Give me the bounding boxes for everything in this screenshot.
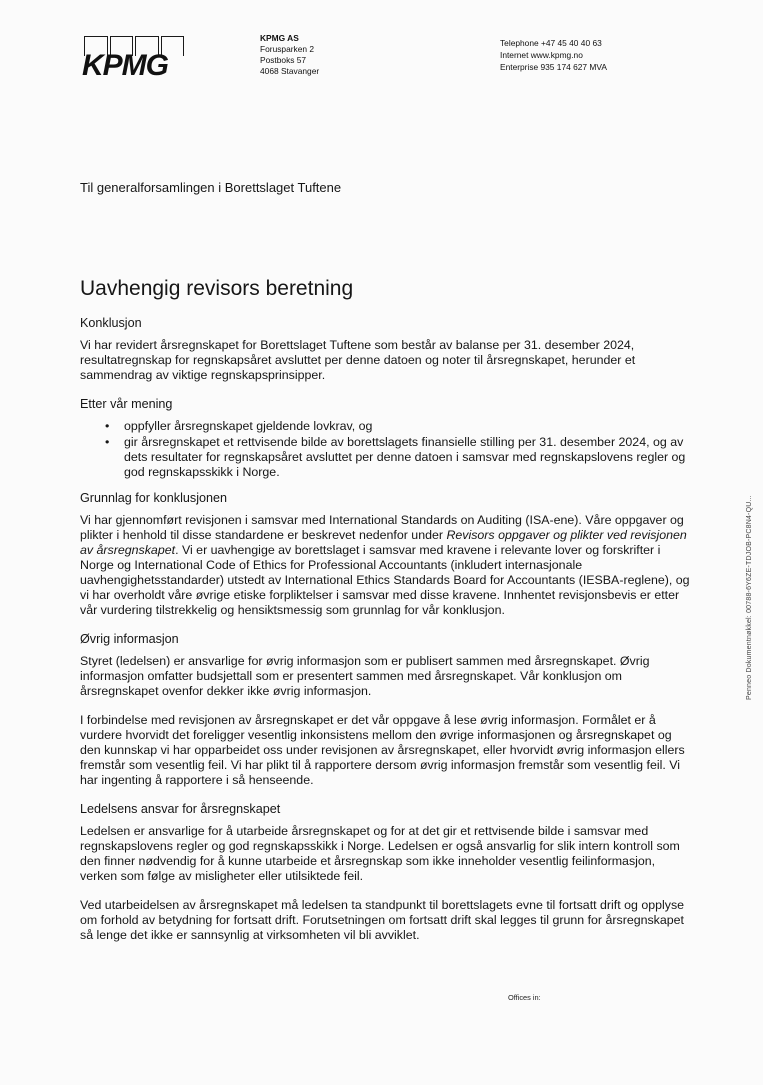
logo-wordmark: KPMG bbox=[82, 49, 168, 82]
report-body bbox=[80, 316, 692, 957]
kpmg-logo bbox=[80, 36, 186, 80]
section-heading-ledelsen: Ledelsens ansvar for årsregnskapet bbox=[80, 802, 281, 816]
address-line: 4068 Stavanger bbox=[260, 66, 320, 76]
opinion-heading: Etter vår mening bbox=[80, 397, 173, 411]
company-contact bbox=[500, 37, 607, 73]
section-heading-grunnlag: Grunnlag for konklusjonen bbox=[80, 491, 228, 505]
list-item: • gir årsregnskapet et rettvisende bilde av borettslagets finansielle stilling per 31. desember 2024, og av dets resultater for regnskapsåret avsluttet per denne datoen i samsvar med regnskapslovens regler og god regnskapsskikk i Norge. bbox=[105, 435, 686, 479]
paragraph: Vi har revidert årsregnskapet for Borettslaget Tuftene som består av balanse per 31. desember 2024, resultatregnskap for regnskapsåret avsluttet per denne datoen og noter til årsregnskapet, herunder et sammendrag av viktige regnskapsprinsipper. bbox=[80, 338, 636, 382]
section-heading-ovrig: Øvrig informasjon bbox=[80, 632, 179, 646]
opinion-list bbox=[80, 419, 692, 480]
paragraph: Ved utarbeidelsen av årsregnskapet må ledelsen ta standpunkt til borettslagets evne til fortsatt drift og opplyse om forhold av betydning for fortsatt drift. Forutsetningen om fortsatt drift skal legges til grunn for årsregnskapet så lenge det ikke er sannsynlig at virksomheten vil bli avviklet. bbox=[80, 898, 685, 942]
paragraph: Vi har gjennomført revisjonen i samsvar med International Standards on Auditing (ISA-ene). Våre oppgaver og plikter i henhold til disse standardene er beskrevet nedenfor under Revisors oppgaver og plikter ved revisjonen av årsregnskapet. Vi er uavhengige av borettslaget i samsvar med kravene i relevante lover og forskrifter i Norge og International Code of Ethics for Professional Accountants (inkludert internasjonale uavhengighetsstandarder) utstedt av International Ethics Standards Board for Accountants (IESBA-reglene), og vi har overholdt våre øvrige etiske forpliktelser i samsvar med disse kravene. Innhentet revisjonsbevis er etter vår vurdering tilstrekkelig og hensiktsmessig som grunnlag for vår konklusjon. bbox=[80, 513, 690, 617]
bullet-icon: • bbox=[105, 435, 110, 449]
paragraph: I forbindelse med revisjonen av årsregnskapet er det vår oppgave å lese øvrig informasjon. Formålet er å vurdere hvorvidt det foreligger vesentlig inkonsistens mellom den øvrige informasjonen og årsregnskapet og den kunnskap vi har opparbeidet oss under revisjonen av årsregnskapet, eller hvorvidt øvrig informasjon ellers fremstår som vesentlig feil. Vi har plikt til å rapportere dersom øvrig informasjon fremstår som vesentlig feil. Vi har ingenting å rapportere i så henseende. bbox=[80, 713, 685, 787]
enterprise-number: Enterprise 935 174 627 MVA bbox=[500, 62, 607, 72]
offices-footer: Offices in: bbox=[508, 993, 541, 1002]
recipient: Til generalforsamlingen i Borettslaget Tuftene bbox=[80, 180, 342, 195]
document-title: Uavhengig revisors beretning bbox=[80, 277, 354, 300]
side-document-key: Penneo Dokumentnøkkel: 00788-6Y6ZE-TDJOB-PC8N4-QU... bbox=[746, 495, 753, 700]
emphasis: Revisors oppgaver og plikter ved revisjonen av årsregnskapet bbox=[80, 528, 687, 557]
section-heading-konklusjon: Konklusjon bbox=[80, 316, 142, 330]
address-line: Forusparken 2 bbox=[260, 44, 314, 54]
address-line: Postboks 57 bbox=[260, 55, 307, 65]
list-item: • oppfyller årsregnskapet gjeldende lovkrav, og bbox=[105, 419, 373, 433]
telephone: Telephone +47 45 40 40 63 bbox=[500, 38, 602, 48]
paragraph: Ledelsen er ansvarlige for å utarbeide årsregnskapet og for at det gir et rettvisende bilde i samsvar med regnskapslovens regler og god regnskapsskikk i Norge. Ledelsen er også ansvarlig for slik intern kontroll som den finner nødvendig for å kunne utarbeide et årsregnskap som ikke inneholder vesentlig feilinformasjon, verken som følge av misligheter eller utilsiktede feil. bbox=[80, 824, 680, 883]
internet: Internet www.kpmg.no bbox=[500, 50, 583, 60]
bullet-icon: • bbox=[105, 419, 110, 433]
paragraph: Styret (ledelsen) er ansvarlige for øvrig informasjon som er publisert sammen med årsregnskapet. Øvrig informasjon omfatter budsjettall som er presentert sammen med årsregnskapet. Vår konklusjon om årsregnskapet ovenfor dekker ikke øvrig informasjon. bbox=[80, 654, 650, 698]
company-address bbox=[260, 33, 319, 77]
company-name: KPMG AS bbox=[260, 33, 299, 43]
